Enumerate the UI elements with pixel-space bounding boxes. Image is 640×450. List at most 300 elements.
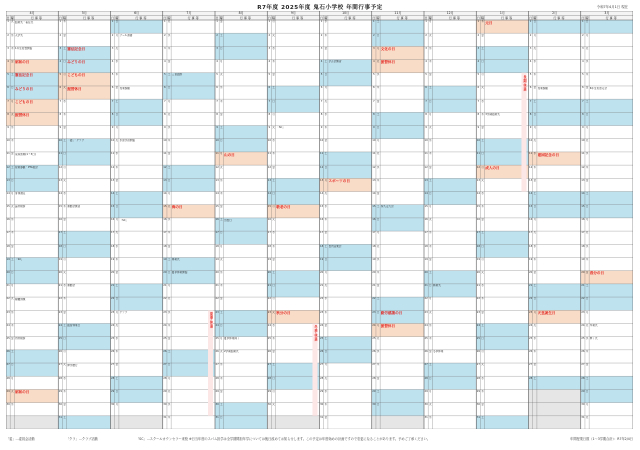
day-number: 16 bbox=[476, 218, 480, 222]
weekday-label: 水 bbox=[219, 271, 223, 275]
empty-day-cell bbox=[529, 389, 581, 402]
weekday-label: 金 bbox=[533, 271, 537, 275]
sub-header-events: 行 事 等 bbox=[344, 15, 356, 20]
weekday-label: 木 bbox=[324, 218, 328, 222]
day-number: 2 bbox=[268, 33, 271, 37]
day-number: 19 bbox=[319, 257, 324, 261]
weekday-label: 火 bbox=[376, 337, 380, 341]
weekday-label: 土 bbox=[63, 323, 66, 327]
weekday-label: 木 bbox=[167, 46, 171, 50]
sub-header-weekday: 曜 bbox=[585, 15, 589, 20]
day-number: 1 bbox=[7, 20, 9, 24]
weekday-label: 水 bbox=[533, 152, 537, 156]
weekday-label: 日 bbox=[167, 86, 171, 90]
day-number: 5 bbox=[7, 73, 9, 77]
day-number: 7 bbox=[216, 99, 218, 103]
sub-header-day: 日 bbox=[529, 15, 533, 20]
day-number: 26 bbox=[476, 350, 480, 354]
day-number: 9 bbox=[529, 125, 532, 129]
weekday-label: 月 bbox=[272, 389, 275, 393]
day-number: 25 bbox=[267, 337, 271, 341]
weekday-label: 木 bbox=[428, 152, 432, 156]
weekday-label: 木 bbox=[115, 257, 119, 261]
weekday-label: 月 bbox=[428, 297, 432, 301]
day-number: 25 bbox=[424, 337, 428, 341]
weekday-label: 月 bbox=[219, 59, 223, 63]
weekday-label: 土 bbox=[376, 205, 380, 209]
event-text: 文化の日 bbox=[380, 46, 396, 51]
day-number: 12 bbox=[163, 165, 167, 169]
day-number: 25 bbox=[163, 337, 167, 341]
weekday-label: 月 bbox=[376, 231, 380, 235]
weekday-label: 金 bbox=[428, 73, 432, 77]
weekday-label: 水 bbox=[10, 33, 14, 37]
day-number: 17 bbox=[319, 231, 324, 235]
day-number: 15 bbox=[6, 205, 10, 209]
event-text: みどりの日 bbox=[67, 60, 86, 65]
day-number: 7 bbox=[477, 99, 480, 103]
weekday-label: 水 bbox=[376, 73, 380, 77]
weekday-label: 日 bbox=[585, 205, 589, 209]
day-number: 28 bbox=[528, 376, 533, 380]
day-number: 13 bbox=[58, 178, 62, 182]
day-number: 7 bbox=[7, 99, 9, 103]
weekday-label: 木 bbox=[219, 284, 223, 288]
weekday-label: 月 bbox=[428, 20, 432, 24]
day-number: 12 bbox=[581, 165, 585, 169]
sub-header-day: 日 bbox=[581, 15, 585, 20]
day-number: 1 bbox=[477, 20, 480, 24]
weekday-label: 水 bbox=[428, 416, 432, 420]
day-number: 22 bbox=[267, 297, 271, 301]
day-number: 19 bbox=[424, 257, 428, 261]
footer-school-days: 年間授業日数（1〜3学期合計）：R7年2/4日 bbox=[570, 437, 633, 441]
day-number: 14 bbox=[372, 191, 376, 195]
weekday-label: 土 bbox=[219, 403, 223, 406]
day-number: 20 bbox=[267, 271, 271, 275]
weekday-label: 木 bbox=[324, 125, 328, 129]
weekday-label: 木 bbox=[376, 178, 380, 182]
day-number: 4 bbox=[425, 59, 427, 63]
day-number: 12 bbox=[110, 165, 115, 169]
weekday-label: 月 bbox=[272, 20, 275, 24]
day-number: 4 bbox=[477, 59, 480, 63]
event-text: こどもの日 bbox=[15, 99, 33, 104]
sub-header-weekday: 曜 bbox=[10, 15, 14, 20]
weekday-label: 木 bbox=[585, 165, 589, 169]
event-text: 入学式 bbox=[15, 33, 23, 37]
weekday-label: 日 bbox=[324, 257, 328, 261]
event-text: 天皇誕生日 bbox=[537, 310, 556, 315]
weekday-label: 月 bbox=[272, 297, 275, 301]
footer-note: 「SC」…スクールカウンセラー来校 ※日当年度のスパム担学は全学期間担年学については後日改めてお知らせします。この予定は年度始めの計画ですので変更になることがあります。予めご了承ください。 bbox=[136, 437, 431, 441]
day-number: 25 bbox=[319, 337, 324, 341]
weekday-label: 月 bbox=[585, 310, 589, 314]
weekday-label: 土 bbox=[428, 363, 432, 367]
day-number: 23 bbox=[6, 310, 10, 314]
month-header: 3月 bbox=[604, 11, 610, 15]
day-number: 30 bbox=[58, 403, 62, 406]
event-text: 三者面談 bbox=[171, 73, 183, 77]
weekday-label: 日 bbox=[10, 363, 14, 367]
day-number: 30 bbox=[476, 403, 480, 406]
weekday-label: 火 bbox=[324, 376, 328, 380]
day-number: 16 bbox=[58, 218, 62, 222]
weekday-label: 火 bbox=[376, 152, 380, 156]
day-number: 2 bbox=[477, 33, 480, 37]
weekday-label: 日 bbox=[167, 271, 171, 275]
footer-legend-committee: 「委」…委員会活動 bbox=[6, 437, 35, 441]
day-number: 4 bbox=[320, 59, 323, 63]
day-number: 7 bbox=[582, 99, 584, 103]
weekday-label: 月 bbox=[533, 310, 537, 314]
weekday-label: 日 bbox=[115, 297, 119, 301]
day-number: 7 bbox=[529, 99, 532, 103]
day-number: 5 bbox=[477, 73, 480, 77]
event-text: 学芸会練習 bbox=[328, 60, 342, 64]
weekday-label: 金 bbox=[167, 59, 171, 63]
day-number: 13 bbox=[319, 178, 324, 182]
footer bbox=[6, 434, 633, 444]
weekday-label: 日 bbox=[533, 20, 537, 24]
weekday-label: 月 bbox=[167, 284, 171, 288]
weekday-label: 水 bbox=[533, 337, 537, 341]
weekday-label: 火 bbox=[376, 59, 380, 63]
event-text: 秋分の日 bbox=[276, 310, 291, 315]
day-number: 12 bbox=[372, 165, 376, 169]
day-number: 9 bbox=[582, 125, 584, 129]
day-number: 25 bbox=[215, 337, 219, 341]
day-number: 16 bbox=[319, 218, 324, 222]
day-number: 2 bbox=[111, 33, 114, 37]
weekday-label: 水 bbox=[10, 403, 14, 406]
weekday-label: 火 bbox=[481, 363, 484, 367]
weekday-label: 水 bbox=[376, 165, 380, 169]
day-number: 14 bbox=[319, 191, 324, 195]
weekday-label: 金 bbox=[10, 244, 14, 248]
day-number: 30 bbox=[424, 403, 428, 406]
day-number: 27 bbox=[319, 363, 324, 367]
day-number: 27 bbox=[163, 363, 167, 367]
day-number: 22 bbox=[6, 297, 10, 301]
empty-day-cell bbox=[529, 403, 581, 416]
weekday-label: 月 bbox=[63, 257, 66, 261]
day-number: 6 bbox=[425, 86, 427, 90]
weekday-label: 月 bbox=[324, 178, 328, 182]
weekday-label: 水 bbox=[376, 257, 380, 261]
day-number: 26 bbox=[581, 350, 585, 354]
weekday-label: 火 bbox=[585, 231, 589, 235]
weekday-label: 月 bbox=[10, 99, 14, 103]
weekday-label: 日 bbox=[167, 363, 171, 367]
day-number: 18 bbox=[163, 244, 167, 248]
weekday-label: 月 bbox=[376, 323, 380, 327]
weekday-label: 金 bbox=[428, 165, 432, 169]
day-number: 8 bbox=[268, 112, 271, 116]
day-number: 27 bbox=[6, 363, 10, 367]
weekday-label: 土 bbox=[10, 73, 14, 77]
event-text: スポーツの日 bbox=[328, 178, 350, 183]
weekday-label: 日 bbox=[324, 165, 328, 169]
weekday-label: 火 bbox=[272, 403, 275, 406]
day-number: 14 bbox=[215, 191, 219, 195]
day-number: 23 bbox=[215, 310, 219, 314]
weekday-label: 火 bbox=[167, 112, 171, 116]
day-number: 29 bbox=[215, 389, 219, 393]
weekday-label: 日 bbox=[115, 20, 119, 24]
weekday-label: 金 bbox=[167, 337, 171, 341]
weekday-label: 火 bbox=[219, 165, 223, 169]
day-number: 22 bbox=[476, 297, 480, 301]
weekday-label: 火 bbox=[272, 218, 275, 222]
day-number: 18 bbox=[319, 244, 324, 248]
event-text: 家庭訪問(1〜3日) bbox=[15, 152, 36, 156]
day-number: 17 bbox=[58, 231, 62, 235]
day-number: 19 bbox=[476, 257, 480, 261]
day-number: 15 bbox=[267, 205, 271, 209]
sub-header-events: 行 事 等 bbox=[396, 15, 408, 20]
day-number: 21 bbox=[267, 284, 271, 288]
weekday-label: 木 bbox=[63, 20, 66, 24]
day-number: 29 bbox=[110, 389, 115, 393]
weekday-label: 土 bbox=[63, 46, 66, 50]
day-number: 3 bbox=[268, 46, 271, 50]
day-number: 8 bbox=[111, 112, 114, 116]
day-number: 13 bbox=[6, 178, 10, 182]
day-number: 11 bbox=[215, 152, 219, 156]
footer-legend-club: 「クラ」…クラブ活動 bbox=[66, 437, 98, 441]
weekday-label: 金 bbox=[428, 350, 432, 354]
day-number: 17 bbox=[267, 231, 271, 235]
sub-header-weekday: 曜 bbox=[480, 15, 485, 20]
weekday-label: 水 bbox=[481, 99, 484, 103]
weekday-label: 水 bbox=[533, 59, 537, 63]
weekday-label: 水 bbox=[63, 376, 66, 380]
weekday-label: 月 bbox=[219, 152, 223, 156]
weekday-label: 金 bbox=[376, 99, 380, 103]
day-number: 29 bbox=[6, 389, 10, 393]
weekday-label: 土 bbox=[428, 86, 432, 90]
day-number: 1 bbox=[59, 20, 62, 24]
day-number: 28 bbox=[319, 376, 324, 380]
day-number: 19 bbox=[215, 257, 219, 261]
day-number: 7 bbox=[373, 99, 375, 103]
day-number: 2 bbox=[216, 33, 218, 37]
day-number: 8 bbox=[59, 112, 62, 116]
day-number: 27 bbox=[215, 363, 219, 367]
day-number: 12 bbox=[215, 165, 219, 169]
weekday-label: 火 bbox=[63, 86, 66, 90]
break-vertical-label: 夏 季 休 業 bbox=[209, 312, 213, 329]
weekday-label: 日 bbox=[533, 297, 537, 301]
day-number: 26 bbox=[319, 350, 324, 354]
day-number: 24 bbox=[58, 323, 62, 327]
weekday-label: 金 bbox=[481, 125, 484, 129]
event-text: 「委」・クラブ bbox=[67, 139, 85, 143]
weekday-label: 月 bbox=[324, 271, 328, 275]
weekday-label: 水 bbox=[324, 112, 328, 116]
day-number: 14 bbox=[476, 191, 480, 195]
weekday-label: 土 bbox=[481, 416, 484, 420]
day-number: 20 bbox=[528, 271, 533, 275]
weekday-label: 月 bbox=[428, 205, 432, 209]
weekday-label: 水 bbox=[585, 337, 589, 341]
weekday-label: 土 bbox=[219, 218, 223, 222]
day-number: 25 bbox=[372, 337, 376, 341]
weekday-label: 土 bbox=[376, 389, 380, 393]
weekday-label: 金 bbox=[63, 125, 66, 129]
sub-header-day: 日 bbox=[215, 15, 219, 20]
day-number: 9 bbox=[477, 125, 480, 129]
weekday-label: 金 bbox=[167, 152, 171, 156]
weekday-label: 火 bbox=[324, 99, 328, 103]
day-number: 19 bbox=[163, 257, 167, 261]
weekday-label: 日 bbox=[376, 403, 380, 406]
event-text: 振替休日 bbox=[380, 324, 396, 329]
day-number: 17 bbox=[215, 231, 219, 235]
day-number: 13 bbox=[215, 178, 219, 182]
weekday-label: 木 bbox=[115, 350, 119, 354]
day-number: 20 bbox=[58, 271, 62, 275]
weekday-label: 土 bbox=[115, 99, 119, 103]
day-number: 28 bbox=[372, 376, 376, 380]
weekday-label: 木 bbox=[324, 403, 328, 406]
weekday-label: 金 bbox=[585, 363, 589, 367]
day-number: 15 bbox=[110, 205, 115, 209]
page-title: R7年度 2025年度 鬼石小学校 年間行事予定 bbox=[257, 5, 383, 11]
sub-header-events: 行 事 等 bbox=[82, 15, 95, 20]
day-number: 31 bbox=[163, 416, 167, 420]
day-number: 11 bbox=[372, 152, 376, 156]
weekday-label: 金 bbox=[219, 389, 223, 393]
day-number: 13 bbox=[581, 178, 585, 182]
weekday-label: 火 bbox=[428, 125, 432, 129]
weekday-label: 日 bbox=[63, 337, 66, 341]
weekday-label: 金 bbox=[324, 231, 328, 235]
weekday-label: 日 bbox=[428, 376, 432, 380]
weekday-label: 土 bbox=[167, 73, 171, 77]
weekday-label: 日 bbox=[63, 244, 66, 248]
weekday-label: 月 bbox=[272, 112, 275, 116]
weekday-label: 木 bbox=[585, 350, 589, 354]
day-number: 9 bbox=[425, 125, 427, 129]
weekday-label: 金 bbox=[324, 323, 328, 327]
weekday-label: 日 bbox=[115, 112, 119, 116]
day-number: 20 bbox=[372, 271, 376, 275]
weekday-label: 月 bbox=[324, 363, 328, 367]
sub-header-weekday: 曜 bbox=[324, 15, 328, 20]
weekday-label: 水 bbox=[63, 191, 66, 195]
sub-header-events: 行 事 等 bbox=[500, 15, 513, 20]
weekday-label: 月 bbox=[481, 165, 484, 169]
weekday-label: 土 bbox=[63, 231, 66, 235]
day-number: 31 bbox=[215, 416, 219, 420]
weekday-label: 水 bbox=[428, 323, 432, 327]
weekday-label: 木 bbox=[10, 46, 14, 50]
weekday-label: 日 bbox=[376, 125, 380, 129]
weekday-label: 金 bbox=[376, 284, 380, 288]
weekday-label: 水 bbox=[376, 350, 380, 354]
day-number: 21 bbox=[58, 284, 62, 288]
day-number: 10 bbox=[267, 139, 271, 143]
weekday-label: 月 bbox=[481, 257, 484, 261]
day-number: 25 bbox=[581, 337, 585, 341]
weekday-label: 月 bbox=[585, 403, 589, 406]
weekday-label: 月 bbox=[428, 389, 432, 393]
weekday-label: 木 bbox=[272, 152, 275, 156]
day-number: 17 bbox=[476, 231, 480, 235]
weekday-label: 土 bbox=[533, 191, 537, 195]
weekday-label: 日 bbox=[533, 205, 537, 209]
weekday-label: 月 bbox=[10, 191, 14, 195]
event-text: 授業参観 bbox=[537, 86, 548, 90]
weekday-label: 日 bbox=[324, 350, 328, 354]
empty-day-cell bbox=[267, 416, 319, 429]
weekday-label: 土 bbox=[63, 139, 66, 143]
day-number: 16 bbox=[581, 218, 585, 222]
day-number: 4 bbox=[59, 59, 62, 63]
weekday-label: 火 bbox=[481, 86, 484, 90]
day-number: 1 bbox=[582, 20, 584, 24]
weekday-label: 日 bbox=[481, 59, 484, 63]
weekday-label: 金 bbox=[376, 376, 380, 380]
weekday-label: 水 bbox=[428, 139, 432, 143]
day-number: 13 bbox=[110, 178, 115, 182]
weekday-label: 木 bbox=[376, 363, 380, 367]
day-number: 19 bbox=[110, 257, 115, 261]
day-number: 5 bbox=[268, 73, 271, 77]
weekday-label: 土 bbox=[272, 178, 275, 182]
day-number: 26 bbox=[215, 350, 219, 354]
day-number: 6 bbox=[268, 86, 271, 90]
day-number: 14 bbox=[424, 191, 428, 195]
day-number: 7 bbox=[164, 99, 166, 103]
day-number: 27 bbox=[267, 363, 271, 367]
month-header: 11月 bbox=[394, 11, 402, 15]
weekday-label: 火 bbox=[115, 139, 119, 143]
day-number: 13 bbox=[424, 178, 428, 182]
weekday-label: 日 bbox=[272, 284, 275, 288]
weekday-label: 水 bbox=[585, 152, 589, 156]
weekday-label: 水 bbox=[324, 205, 328, 209]
day-number: 23 bbox=[528, 310, 533, 314]
day-number: 18 bbox=[215, 244, 219, 248]
sub-header-weekday: 曜 bbox=[271, 15, 276, 20]
weekday-label: 土 bbox=[585, 376, 589, 380]
day-number: 2 bbox=[7, 33, 9, 37]
weekday-label: 火 bbox=[272, 310, 275, 314]
weekday-label: 水 bbox=[324, 20, 328, 24]
weekday-label: 月 bbox=[167, 191, 171, 195]
weekday-label: 火 bbox=[167, 297, 171, 301]
weekday-label: 火 bbox=[10, 389, 14, 393]
day-number: 23 bbox=[476, 310, 480, 314]
weekday-label: 火 bbox=[115, 323, 119, 327]
weekday-label: 火 bbox=[376, 244, 380, 248]
event-text: 授業参観・PTA総会 bbox=[15, 165, 38, 169]
day-number: 17 bbox=[163, 231, 167, 235]
day-number: 10 bbox=[110, 139, 115, 143]
sub-header-events: 行 事 等 bbox=[187, 15, 199, 20]
day-number: 9 bbox=[164, 125, 166, 129]
weekday-label: 木 bbox=[219, 99, 223, 103]
break-vertical-label: 長 期 休 業 bbox=[522, 74, 527, 91]
event-text: 3学期始業式 bbox=[485, 112, 500, 116]
weekday-label: 月 bbox=[219, 337, 223, 341]
day-number: 9 bbox=[373, 125, 375, 129]
weekday-label: 木 bbox=[63, 112, 66, 116]
weekday-label: 水 bbox=[63, 99, 66, 103]
